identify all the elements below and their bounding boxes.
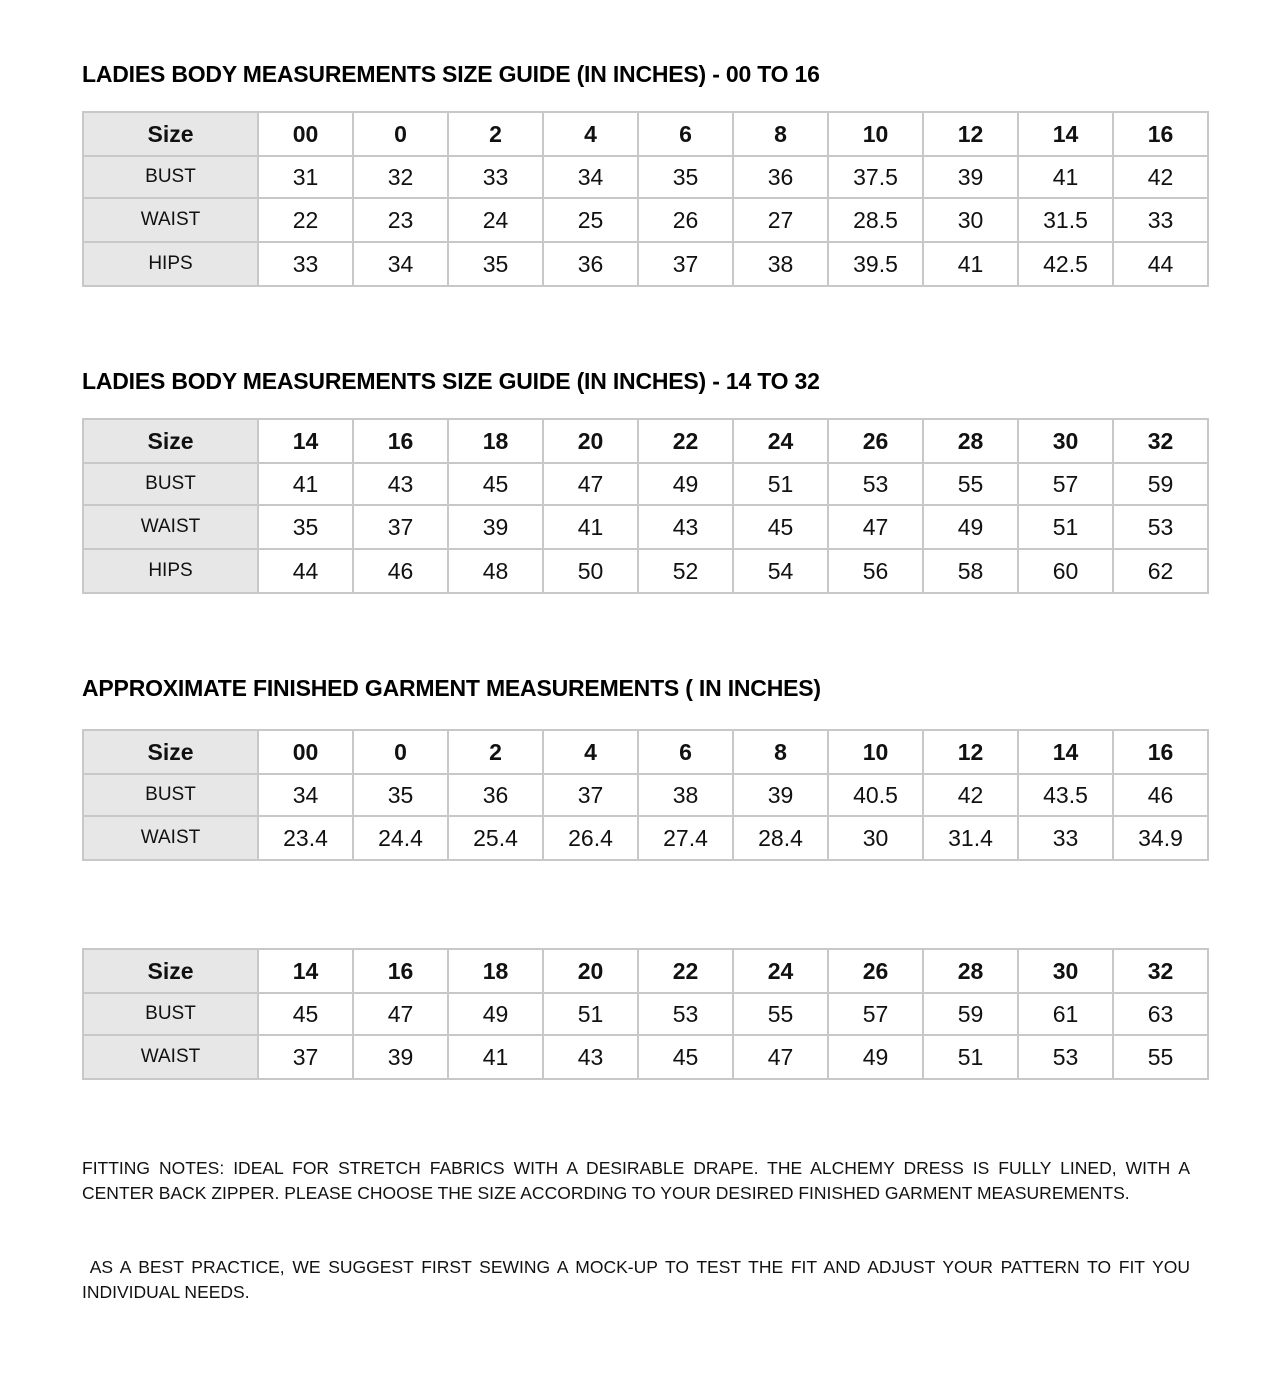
measurement-cell: 37 bbox=[543, 774, 638, 816]
measurement-cell: 24.4 bbox=[353, 816, 448, 860]
measurement-cell: 58 bbox=[923, 549, 1018, 593]
size-header-cell: 24 bbox=[733, 949, 828, 993]
measurement-cell: 51 bbox=[543, 993, 638, 1035]
size-header-cell: 16 bbox=[353, 419, 448, 463]
measurement-cell: 41 bbox=[923, 242, 1018, 286]
measurement-cell: 57 bbox=[828, 993, 923, 1035]
row-label: WAIST bbox=[83, 816, 258, 860]
measurement-cell: 60 bbox=[1018, 549, 1113, 593]
size-header-cell: 6 bbox=[638, 730, 733, 774]
best-practice-note: AS A BEST PRACTICE, WE SUGGEST FIRST SEWING A MOCK-UP TO TEST THE FIT AND ADJUST YOUR PATTERN TO FIT YOU INDIVIDUAL NEEDS. bbox=[82, 1257, 1195, 1302]
measurement-cell: 42.5 bbox=[1018, 242, 1113, 286]
measurement-cell: 37.5 bbox=[828, 156, 923, 198]
measurement-cell: 43 bbox=[543, 1035, 638, 1079]
size-header-cell: 2 bbox=[448, 730, 543, 774]
table-row-bust bbox=[83, 774, 1208, 816]
measurement-cell: 53 bbox=[638, 993, 733, 1035]
row-label: WAIST bbox=[83, 1035, 258, 1079]
size-header-cell: 00 bbox=[258, 112, 353, 156]
measurement-cell: 51 bbox=[1018, 505, 1113, 549]
measurement-cell: 35 bbox=[353, 774, 448, 816]
measurement-cell: 39 bbox=[448, 505, 543, 549]
measurement-cell: 49 bbox=[828, 1035, 923, 1079]
size-table-2 bbox=[82, 418, 1209, 594]
size-header-cell: 32 bbox=[1113, 949, 1208, 993]
measurement-cell: 53 bbox=[828, 463, 923, 505]
row-label: BUST bbox=[83, 463, 258, 505]
size-header-cell: 2 bbox=[448, 112, 543, 156]
table-2-title: LADIES BODY MEASUREMENTS SIZE GUIDE (IN INCHES) - 14 TO 32 bbox=[82, 368, 820, 394]
measurement-cell: 55 bbox=[923, 463, 1018, 505]
size-header-cell: 24 bbox=[733, 419, 828, 463]
measurement-cell: 23 bbox=[353, 198, 448, 242]
table-row-waist bbox=[83, 1035, 1208, 1079]
size-header-cell: 10 bbox=[828, 112, 923, 156]
size-header-cell: 0 bbox=[353, 730, 448, 774]
measurement-cell: 38 bbox=[638, 774, 733, 816]
measurement-cell: 53 bbox=[1113, 505, 1208, 549]
row-label: WAIST bbox=[83, 505, 258, 549]
measurement-cell: 42 bbox=[923, 774, 1018, 816]
row-label: HIPS bbox=[83, 549, 258, 593]
measurement-cell: 39 bbox=[733, 774, 828, 816]
size-table-1 bbox=[82, 111, 1209, 287]
measurement-cell: 34.9 bbox=[1113, 816, 1208, 860]
measurement-cell: 35 bbox=[258, 505, 353, 549]
size-header-cell: 26 bbox=[828, 419, 923, 463]
size-header-cell: 16 bbox=[353, 949, 448, 993]
measurement-cell: 62 bbox=[1113, 549, 1208, 593]
measurement-cell: 45 bbox=[733, 505, 828, 549]
measurement-cell: 33 bbox=[1018, 816, 1113, 860]
measurement-cell: 31 bbox=[258, 156, 353, 198]
table-row-bust bbox=[83, 463, 1208, 505]
measurement-cell: 55 bbox=[733, 993, 828, 1035]
measurement-cell: 34 bbox=[258, 774, 353, 816]
measurement-cell: 56 bbox=[828, 549, 923, 593]
measurement-cell: 41 bbox=[543, 505, 638, 549]
measurement-cell: 47 bbox=[828, 505, 923, 549]
measurement-cell: 57 bbox=[1018, 463, 1113, 505]
table-row-bust bbox=[83, 156, 1208, 198]
measurement-cell: 34 bbox=[543, 156, 638, 198]
measurement-cell: 33 bbox=[448, 156, 543, 198]
measurement-cell: 34 bbox=[353, 242, 448, 286]
measurement-cell: 25.4 bbox=[448, 816, 543, 860]
row-label: BUST bbox=[83, 156, 258, 198]
measurement-cell: 63 bbox=[1113, 993, 1208, 1035]
measurement-cell: 26 bbox=[638, 198, 733, 242]
size-table-3 bbox=[82, 729, 1209, 861]
measurement-cell: 26.4 bbox=[543, 816, 638, 860]
measurement-cell: 51 bbox=[733, 463, 828, 505]
measurement-cell: 49 bbox=[923, 505, 1018, 549]
measurement-cell: 36 bbox=[448, 774, 543, 816]
size-header-cell: 28 bbox=[923, 419, 1018, 463]
measurement-cell: 55 bbox=[1113, 1035, 1208, 1079]
measurement-cell: 39.5 bbox=[828, 242, 923, 286]
size-header-cell: 32 bbox=[1113, 419, 1208, 463]
measurement-cell: 45 bbox=[258, 993, 353, 1035]
measurement-cell: 40.5 bbox=[828, 774, 923, 816]
measurement-cell: 42 bbox=[1113, 156, 1208, 198]
size-header-cell: 4 bbox=[543, 730, 638, 774]
size-header-label: Size bbox=[83, 419, 258, 463]
measurement-cell: 31.5 bbox=[1018, 198, 1113, 242]
size-header-cell: 8 bbox=[733, 730, 828, 774]
size-header-cell: 12 bbox=[923, 112, 1018, 156]
table-header-row bbox=[83, 112, 1208, 156]
measurement-cell: 37 bbox=[258, 1035, 353, 1079]
size-header-cell: 8 bbox=[733, 112, 828, 156]
measurement-cell: 41 bbox=[448, 1035, 543, 1079]
measurement-cell: 53 bbox=[1018, 1035, 1113, 1079]
size-header-cell: 30 bbox=[1018, 949, 1113, 993]
measurement-cell: 59 bbox=[1113, 463, 1208, 505]
measurement-cell: 43 bbox=[353, 463, 448, 505]
size-header-cell: 14 bbox=[258, 419, 353, 463]
measurement-cell: 22 bbox=[258, 198, 353, 242]
table-row-hips bbox=[83, 549, 1208, 593]
measurement-cell: 51 bbox=[923, 1035, 1018, 1079]
measurement-cell: 39 bbox=[923, 156, 1018, 198]
row-label: HIPS bbox=[83, 242, 258, 286]
size-header-cell: 10 bbox=[828, 730, 923, 774]
measurement-cell: 50 bbox=[543, 549, 638, 593]
measurement-cell: 45 bbox=[448, 463, 543, 505]
measurement-cell: 36 bbox=[543, 242, 638, 286]
measurement-cell: 28.5 bbox=[828, 198, 923, 242]
measurement-cell: 49 bbox=[448, 993, 543, 1035]
size-header-label: Size bbox=[83, 730, 258, 774]
row-label: BUST bbox=[83, 774, 258, 816]
size-header-cell: 00 bbox=[258, 730, 353, 774]
size-header-cell: 18 bbox=[448, 949, 543, 993]
size-header-cell: 18 bbox=[448, 419, 543, 463]
size-header-cell: 26 bbox=[828, 949, 923, 993]
table-3-title: APPROXIMATE FINISHED GARMENT MEASUREMENTS ( IN INCHES) bbox=[82, 675, 821, 701]
size-table-4 bbox=[82, 948, 1209, 1080]
size-header-cell: 6 bbox=[638, 112, 733, 156]
size-header-cell: 22 bbox=[638, 419, 733, 463]
measurement-cell: 24 bbox=[448, 198, 543, 242]
table-row-waist bbox=[83, 816, 1208, 860]
size-header-cell: 20 bbox=[543, 419, 638, 463]
measurement-cell: 54 bbox=[733, 549, 828, 593]
table-row-bust bbox=[83, 993, 1208, 1035]
measurement-cell: 39 bbox=[353, 1035, 448, 1079]
size-header-label: Size bbox=[83, 112, 258, 156]
table-1-title: LADIES BODY MEASUREMENTS SIZE GUIDE (IN INCHES) - 00 TO 16 bbox=[82, 61, 820, 87]
table-header-row bbox=[83, 730, 1208, 774]
measurement-cell: 37 bbox=[638, 242, 733, 286]
measurement-cell: 35 bbox=[448, 242, 543, 286]
size-header-cell: 0 bbox=[353, 112, 448, 156]
row-label: BUST bbox=[83, 993, 258, 1035]
measurement-cell: 48 bbox=[448, 549, 543, 593]
size-header-cell: 22 bbox=[638, 949, 733, 993]
measurement-cell: 37 bbox=[353, 505, 448, 549]
size-header-cell: 14 bbox=[1018, 112, 1113, 156]
measurement-cell: 47 bbox=[733, 1035, 828, 1079]
measurement-cell: 33 bbox=[258, 242, 353, 286]
measurement-cell: 52 bbox=[638, 549, 733, 593]
fitting-notes: FITTING NOTES: IDEAL FOR STRETCH FABRICS WITH A DESIRABLE DRAPE. THE ALCHEMY DRESS IS FULLY LINED, WITH A CENTER BACK ZIPPER. PLEASE CHOOSE THE SIZE ACCORDING TO YOUR DESIRED FINISHED GARMENT MEASUREMENTS. bbox=[82, 1158, 1190, 1203]
measurement-cell: 41 bbox=[1018, 156, 1113, 198]
measurement-cell: 31.4 bbox=[923, 816, 1018, 860]
size-header-cell: 12 bbox=[923, 730, 1018, 774]
measurement-cell: 28.4 bbox=[733, 816, 828, 860]
measurement-cell: 46 bbox=[1113, 774, 1208, 816]
measurement-cell: 36 bbox=[733, 156, 828, 198]
measurement-cell: 33 bbox=[1113, 198, 1208, 242]
size-header-label: Size bbox=[83, 949, 258, 993]
measurement-cell: 49 bbox=[638, 463, 733, 505]
measurement-cell: 27.4 bbox=[638, 816, 733, 860]
size-header-cell: 30 bbox=[1018, 419, 1113, 463]
table-row-waist bbox=[83, 505, 1208, 549]
size-header-cell: 28 bbox=[923, 949, 1018, 993]
measurement-cell: 35 bbox=[638, 156, 733, 198]
table-row-waist bbox=[83, 198, 1208, 242]
table-header-row bbox=[83, 419, 1208, 463]
measurement-cell: 44 bbox=[258, 549, 353, 593]
table-row-hips bbox=[83, 242, 1208, 286]
size-header-cell: 16 bbox=[1113, 730, 1208, 774]
measurement-cell: 47 bbox=[353, 993, 448, 1035]
measurement-cell: 30 bbox=[923, 198, 1018, 242]
size-header-cell: 14 bbox=[258, 949, 353, 993]
size-header-cell: 20 bbox=[543, 949, 638, 993]
row-label: WAIST bbox=[83, 198, 258, 242]
measurement-cell: 44 bbox=[1113, 242, 1208, 286]
measurement-cell: 32 bbox=[353, 156, 448, 198]
measurement-cell: 27 bbox=[733, 198, 828, 242]
measurement-cell: 61 bbox=[1018, 993, 1113, 1035]
size-header-cell: 4 bbox=[543, 112, 638, 156]
measurement-cell: 25 bbox=[543, 198, 638, 242]
measurement-cell: 43 bbox=[638, 505, 733, 549]
size-header-cell: 16 bbox=[1113, 112, 1208, 156]
measurement-cell: 43.5 bbox=[1018, 774, 1113, 816]
measurement-cell: 45 bbox=[638, 1035, 733, 1079]
measurement-cell: 59 bbox=[923, 993, 1018, 1035]
measurement-cell: 41 bbox=[258, 463, 353, 505]
size-header-cell: 14 bbox=[1018, 730, 1113, 774]
table-header-row bbox=[83, 949, 1208, 993]
measurement-cell: 23.4 bbox=[258, 816, 353, 860]
measurement-cell: 46 bbox=[353, 549, 448, 593]
measurement-cell: 47 bbox=[543, 463, 638, 505]
measurement-cell: 30 bbox=[828, 816, 923, 860]
measurement-cell: 38 bbox=[733, 242, 828, 286]
